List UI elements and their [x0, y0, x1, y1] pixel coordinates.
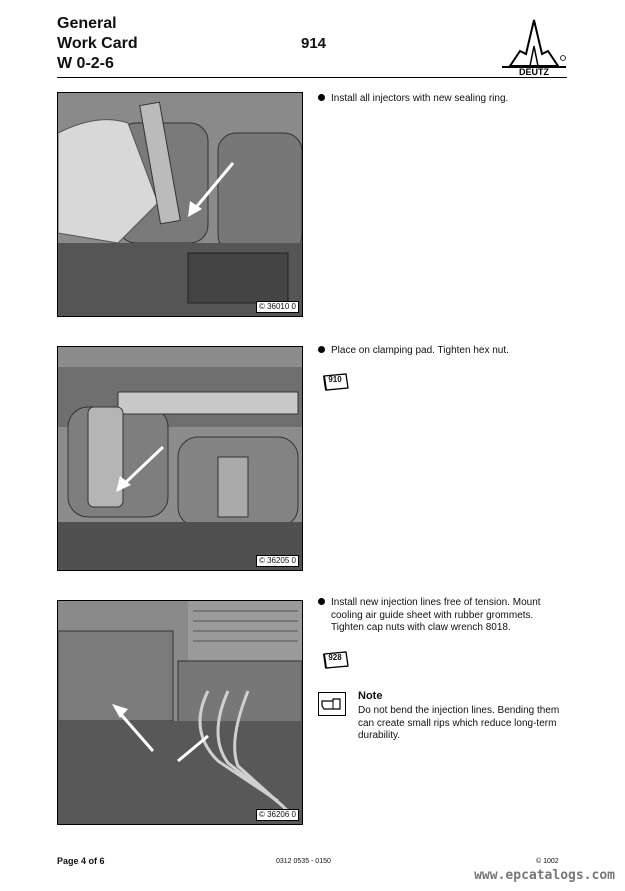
- step-text: Install all injectors with new sealing ring.: [331, 93, 509, 104]
- deutz-logo: [500, 16, 568, 76]
- document-number: 0312 0535 - 0150: [276, 858, 331, 865]
- bullet-icon: [318, 346, 325, 353]
- ref-code: 910: [328, 375, 342, 384]
- engine-model: 914: [301, 35, 327, 52]
- header-divider: [57, 77, 567, 78]
- step-2: [318, 345, 558, 358]
- watermark: www.epcatalogs.com: [474, 868, 615, 883]
- pointing-hand-icon: [318, 692, 346, 716]
- page-number: Page 4 of 6: [57, 856, 105, 866]
- step-text: Install new injection lines free of tension. Mount cooling air guide sheet with rubber grommets. Tighten cap nuts with claw wrench 8018.: [331, 597, 541, 633]
- note-text: Do not bend the injection lines. Bending them can create small rips which reduce long-term durability.: [358, 705, 560, 741]
- step-text: Place on clamping pad. Tighten hex nut.: [331, 345, 509, 356]
- card-title-block: [57, 14, 138, 74]
- svg-text:DEUTZ: DEUTZ: [519, 67, 549, 76]
- step-3: [318, 597, 558, 635]
- card-type: Work Card: [57, 35, 138, 52]
- bullet-icon: [318, 94, 325, 101]
- book-ref-icon: [320, 650, 350, 670]
- card-number: W 0-2-6: [57, 55, 114, 72]
- figure-ref: © 36205 0: [256, 555, 299, 567]
- step-3-photo: [57, 600, 303, 825]
- bullet-icon: [318, 598, 325, 605]
- step-1: [318, 93, 558, 106]
- note-title: Note: [358, 690, 383, 702]
- step-1-photo: [57, 92, 303, 317]
- card-category: General: [57, 15, 117, 32]
- figure-ref: © 36206 0: [256, 809, 299, 821]
- figure-ref: © 36010 0: [256, 301, 299, 313]
- step-2-photo: [57, 346, 303, 571]
- book-ref-icon: [320, 372, 350, 392]
- ref-code: 928: [328, 653, 342, 662]
- edition-date: © 1002: [536, 858, 559, 865]
